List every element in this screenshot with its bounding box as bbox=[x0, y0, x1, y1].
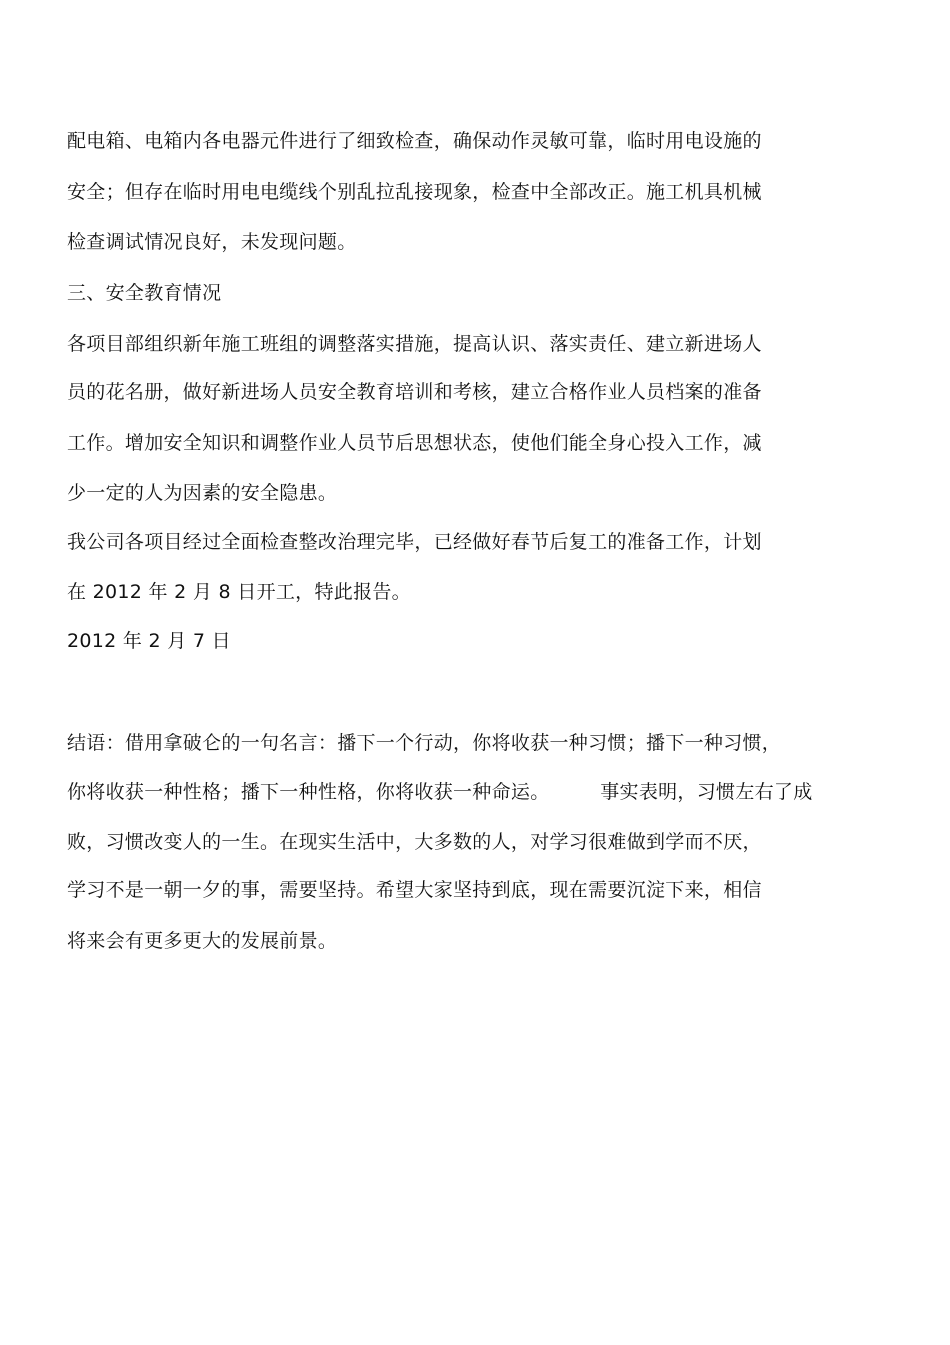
body-line-3: 检查调试情况良好，未发现问题。 bbox=[67, 231, 357, 253]
body-line-1: 配电箱、电箱内各电器元件进行了细致检查，确保动作灵敏可靠，临时用电设施的 bbox=[67, 130, 762, 152]
body-line-5: 各项目部组织新年施工班组的调整落实措施，提高认识、落实责任、建立新进场人 bbox=[67, 333, 762, 355]
body-line-7: 工作。增加安全知识和调整作业人员节后思想状态，使他们能全身心投入工作，减 bbox=[67, 432, 762, 454]
conclusion-line-5: 将来会有更多更大的发展前景。 bbox=[67, 930, 338, 952]
body-line-6: 员的花名册，做好新进场人员安全教育培训和考核，建立合格作业人员档案的准备 bbox=[67, 381, 762, 403]
body-line-10: 在 2012 年 2 月 8 日开工，特此报告。 bbox=[67, 581, 411, 603]
body-line-2: 安全；但存在临时用电电缆线个别乱拉乱接现象，检查中全部改正。施工机具机械 bbox=[67, 181, 762, 203]
report-date: 2012 年 2 月 7 日 bbox=[67, 630, 231, 652]
conclusion-line-1: 结语：借用拿破仑的一句名言：播下一个行动，你将收获一种习惯；播下一种习惯， bbox=[67, 732, 782, 754]
body-line-8: 少一定的人为因素的安全隐患。 bbox=[67, 482, 338, 504]
conclusion-line-4: 学习不是一朝一夕的事，需要坚持。希望大家坚持到底，现在需要沉淀下来，相信 bbox=[67, 879, 762, 901]
body-line-9: 我公司各项目经过全面检查整改治理完毕，已经做好春节后复工的准备工作，计划 bbox=[67, 531, 762, 553]
section-heading: 三、安全教育情况 bbox=[67, 282, 222, 304]
conclusion-line-3: 败，习惯改变人的一生。在现实生活中，大多数的人，对学习很难做到学而不厌， bbox=[67, 831, 762, 853]
conclusion-line-2: 你将收获一种性格；播下一种性格，你将收获一种命运。 事实表明，习惯左右了成 bbox=[67, 781, 813, 803]
